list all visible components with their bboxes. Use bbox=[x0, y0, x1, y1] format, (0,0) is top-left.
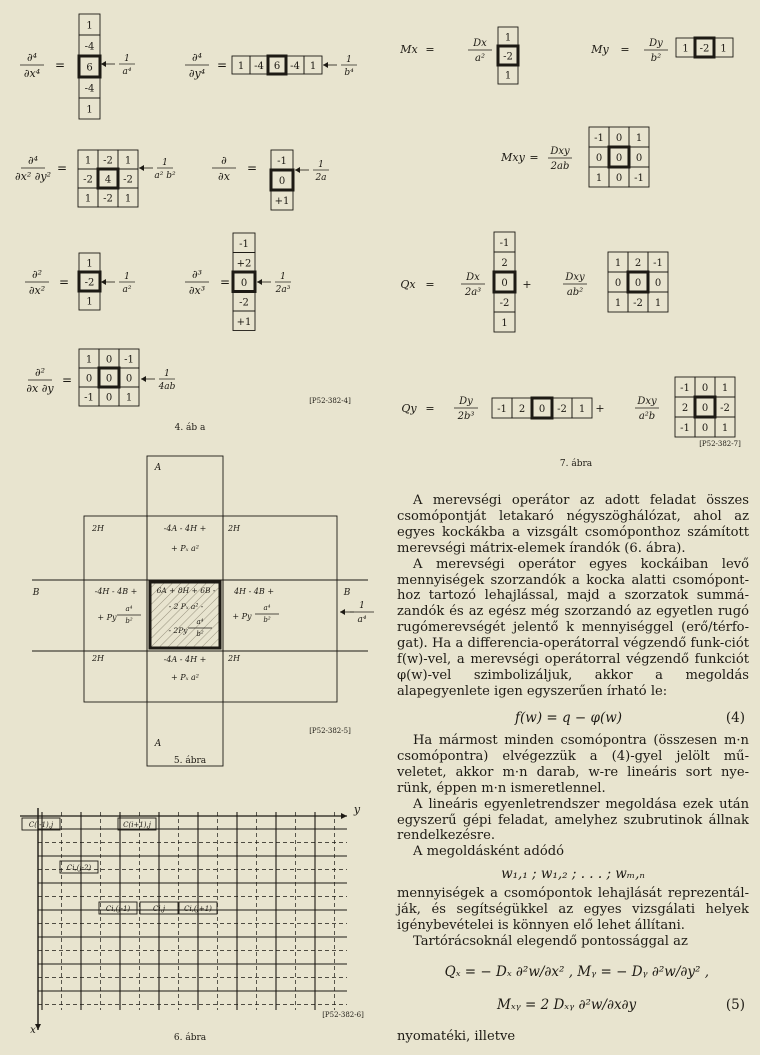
qx-col-operator-value: 1 bbox=[501, 318, 508, 329]
qy-label: Qy bbox=[401, 402, 417, 415]
op-d4dx4-fraction-denominator: ∂x⁴ bbox=[23, 67, 41, 80]
fig6-axis-x-label: x bbox=[30, 1025, 36, 1036]
fig5-right-frac-numerator: a⁴ bbox=[263, 604, 271, 612]
op-d4dx4-equals: = bbox=[54, 58, 66, 72]
qy-grid-operator-value: -1 bbox=[680, 383, 690, 394]
mxy-coef-numerator: Dxy bbox=[550, 146, 570, 157]
qx-grid-operator-value: 1 bbox=[614, 298, 622, 309]
op-mixed4-value: -2 bbox=[123, 174, 133, 186]
op-mixed4-value: -2 bbox=[103, 155, 113, 167]
op-mixed4-value: 1 bbox=[124, 193, 132, 205]
op-d1-equals: = bbox=[246, 161, 258, 175]
fig5-right-line2: + Py bbox=[232, 612, 252, 621]
op-d4dy4-value: -4 bbox=[254, 61, 264, 72]
equation-5a: Qₓ = − Dₓ ∂²w/∂x² , Mᵧ = − Dᵧ ∂²w/∂y² , bbox=[444, 964, 709, 980]
mxy-operator-value: 1 bbox=[595, 173, 603, 184]
op-d2-fraction-numerator: ∂² bbox=[31, 268, 43, 281]
op-d4dx4-factor-den: a⁴ bbox=[122, 67, 132, 77]
mx-coef-numerator: Dx bbox=[473, 38, 487, 49]
qx-grid-operator-value: 1 bbox=[614, 258, 622, 269]
op-d4dx4-factor-num: 1 bbox=[124, 54, 130, 64]
fig5-top-line2: + Pₓ a² bbox=[171, 544, 199, 553]
op-d4dy4-value: 1 bbox=[237, 61, 245, 72]
op-d4dy4-value: 1 bbox=[309, 61, 317, 72]
op-mixed4-fraction-numerator: ∂⁴ bbox=[27, 154, 39, 167]
fig5-bottom-line2: + Pₓ a² bbox=[171, 673, 199, 682]
op-d3-fraction-denominator: ∂x³ bbox=[188, 284, 206, 297]
op-d2-equals: = bbox=[58, 275, 70, 289]
op-dxdy-value: 0 bbox=[125, 373, 133, 385]
qx-coef2-denominator: ab² bbox=[566, 287, 584, 298]
fig5-top-line1: -4A - 4H + bbox=[163, 524, 207, 533]
fig5-2h-top-left: 2H bbox=[91, 524, 105, 533]
qy-plus: + bbox=[595, 402, 605, 415]
fig5-left-frac-denominator: b² bbox=[125, 617, 133, 625]
fig5-center-line2: - 2 Pₓ a² - bbox=[168, 602, 204, 611]
op-d4dy4-factor-arrowhead bbox=[323, 62, 328, 68]
body-text-column-4 bbox=[397, 1029, 749, 1045]
op-mixed4-value: 1 bbox=[84, 193, 92, 205]
op-d4dy4-factor-den: b⁴ bbox=[344, 68, 354, 78]
fig6-axis-x-arrowhead bbox=[35, 1024, 41, 1030]
body-text-column-3 bbox=[397, 886, 749, 950]
op-d3-factor-arrowhead bbox=[257, 279, 262, 285]
fig7-reference: [P52-382-7] bbox=[699, 440, 741, 448]
fig5-a-bottom: A bbox=[154, 739, 162, 749]
op-d3-value: 0 bbox=[240, 277, 248, 289]
qy-row-operator-value: -1 bbox=[497, 404, 507, 415]
mx-coef-denominator: a² bbox=[475, 53, 485, 64]
qy-equals: = bbox=[425, 402, 435, 415]
op-dxdy-factor-den: 4ab bbox=[158, 382, 176, 392]
op-d2-factor-den: a² bbox=[122, 285, 132, 295]
qy-grid-operator-value: 0 bbox=[701, 383, 709, 394]
qx-plus: + bbox=[522, 278, 532, 291]
fig5-factor-denominator: a⁴ bbox=[357, 615, 367, 625]
op-mixed4-value: 1 bbox=[124, 155, 132, 167]
op-d4dx4-factor-arrowhead bbox=[101, 61, 106, 67]
paragraph-1: A merevségi operátor az adott feladat összes csomópontját letakaró négyszöghálózat, ahol az egyes kockákba a vizsgált csomóponthoz számított merevségi mátrix-elemek írandók (6. ábra). bbox=[397, 493, 749, 556]
op-d3-value: -2 bbox=[239, 297, 249, 309]
qy-row-operator-value: 1 bbox=[578, 404, 586, 415]
op-d2-factor-arrowhead bbox=[101, 279, 106, 285]
body-text-column-2 bbox=[397, 733, 749, 860]
mxy-operator-value: 0 bbox=[615, 133, 623, 144]
fig5-center-frac-numerator: a⁴ bbox=[196, 618, 204, 626]
op-d4dx4-value: 1 bbox=[86, 20, 93, 32]
op-mixed4-value: -2 bbox=[83, 174, 93, 186]
mxy-label: Mxy bbox=[501, 151, 525, 164]
qx-grid-operator-value: -1 bbox=[653, 258, 663, 269]
op-mixed4-equals: = bbox=[56, 161, 68, 175]
op-dxdy-value: 0 bbox=[105, 373, 113, 385]
fig6-label-c-i-jp1: Ci,(j+1) bbox=[184, 905, 212, 913]
op-d4dy4-fraction-numerator: ∂⁴ bbox=[191, 51, 203, 64]
qx-grid-operator-value: 1 bbox=[654, 298, 662, 309]
qx-label: Qx bbox=[400, 278, 416, 291]
fig6-caption: 6. ábra bbox=[173, 1033, 207, 1043]
qx-coef2-numerator: Dxy bbox=[565, 272, 585, 283]
op-d3-value: -1 bbox=[239, 238, 249, 250]
mxy-coef-denominator: 2ab bbox=[550, 161, 570, 172]
qy-coef2-denominator: a²b bbox=[638, 411, 656, 422]
op-dxdy-value: 1 bbox=[125, 392, 133, 404]
op-mixed4-value: 4 bbox=[104, 174, 112, 186]
mxy-operator-value: -1 bbox=[594, 133, 604, 144]
qy-grid-operator-value: 0 bbox=[701, 403, 709, 414]
qy-grid-operator-value: 2 bbox=[681, 403, 689, 414]
fig5-caption: 5. ábra bbox=[173, 756, 207, 766]
qx-col-operator-value: -2 bbox=[499, 298, 510, 309]
op-d1-fraction-denominator: ∂x bbox=[218, 170, 230, 183]
qx-grid-operator-value: 0 bbox=[654, 278, 662, 289]
op-d2-value: 1 bbox=[86, 258, 93, 270]
op-mixed4-factor-num: 1 bbox=[162, 158, 168, 168]
qx-grid-operator-value: 0 bbox=[634, 278, 642, 289]
fig5-left-line1: -4H - 4B + bbox=[94, 587, 138, 596]
fig6-reference: [P52-382-6] bbox=[322, 1011, 364, 1019]
qy-row-operator-value: -2 bbox=[557, 404, 567, 415]
op-d1-fraction-numerator: ∂ bbox=[221, 154, 227, 167]
paragraph-5: A megoldásként adódó bbox=[413, 844, 565, 860]
qx-grid-operator-value: 0 bbox=[614, 278, 622, 289]
op-d4dy4-value: -4 bbox=[290, 61, 300, 72]
my-operator-value: -2 bbox=[699, 43, 710, 55]
op-d2-value: 1 bbox=[86, 296, 93, 308]
op-d4dx4-value: -4 bbox=[84, 83, 95, 95]
equation-4-body: f(w) = q − φ(w) bbox=[515, 710, 623, 726]
paragraph-2: A merevségi operátor egyes kockáiban levő mennyiségek szorzandók a kocka alatti csomópont-hoz tartozó lehajlással, majd a szorzatok summá-zandók és az egész még szorzandó az egyetlen rugó rugómerevségét jelentő k mennyiséggel (erő/térfo-gat). Ha a differencia-operátorral végzendő funk-ciót f(w)-vel, a merevségi operátorral végzendő funkciót φ(w)-vel szimbolizáljuk, akkor a megoldás alapegyenlete igen egyszerűen írható le: bbox=[397, 556, 749, 699]
op-dxdy-fraction-denominator: ∂x ∂y bbox=[26, 382, 54, 395]
qx-equals: = bbox=[425, 278, 435, 291]
qy-grid-operator-value: 0 bbox=[701, 423, 709, 434]
fig6-label-c-i-jm1: Ci,(j-1) bbox=[105, 905, 131, 913]
fig5-factor-arrowhead bbox=[340, 609, 345, 615]
op-mixed4-factor-arrowhead bbox=[139, 165, 144, 171]
mxy-operator-value: 1 bbox=[635, 133, 643, 144]
mxy-operator-value: 0 bbox=[615, 173, 623, 184]
fig6-axis-y-label: y bbox=[353, 803, 361, 816]
fig5-bottom-line1: -4A - 4H + bbox=[163, 655, 207, 664]
qy-grid-operator-value: -1 bbox=[680, 423, 690, 434]
fig5-factor-numerator: 1 bbox=[359, 601, 365, 611]
op-d4dx4-value: 6 bbox=[86, 62, 93, 74]
equation-5-number: (5) bbox=[725, 997, 745, 1013]
paragraph-8: nyomatéki, illetve bbox=[397, 1029, 516, 1044]
mxy-operator-value: 0 bbox=[595, 153, 603, 164]
op-dxdy-value: 0 bbox=[105, 392, 113, 404]
qy-grid-operator-value: 1 bbox=[721, 423, 729, 434]
qx-col-operator-value: 0 bbox=[501, 278, 508, 289]
mxy-operator-value: 0 bbox=[635, 153, 643, 164]
op-d4dx4-fraction-numerator: ∂⁴ bbox=[26, 51, 38, 64]
paragraph-4: A lineáris egyenletrendszer megoldása ezek után egyszerű gépi feladat, amelyhez szubrutinok állnak rendelkezésre. bbox=[397, 796, 749, 844]
fig5-a-top: A bbox=[154, 463, 162, 473]
fig5-2h-bottom-left: 2H bbox=[91, 654, 105, 663]
qx-col-operator-value: 2 bbox=[501, 258, 508, 269]
fig5-2h-top-right: 2H bbox=[227, 524, 241, 533]
op-d1-value: -1 bbox=[277, 156, 287, 167]
qy-coef1-numerator: Dy bbox=[459, 396, 473, 407]
op-dxdy-factor-arrowhead bbox=[141, 376, 146, 382]
qx-grid-operator-value: 2 bbox=[634, 258, 642, 269]
my-operator-value: 1 bbox=[720, 43, 727, 55]
equation-4-number: (4) bbox=[725, 710, 745, 726]
fig5-2h-bottom-right: 2H bbox=[227, 654, 241, 663]
op-d3-factor-den: 2a³ bbox=[275, 285, 291, 295]
op-dxdy-equals: = bbox=[61, 373, 73, 387]
fig7-caption: 7. ábra bbox=[559, 459, 593, 469]
fig5-center-line1: 6A + 8H + 6B - bbox=[156, 586, 216, 595]
qy-coef1-denominator: 2b³ bbox=[457, 411, 475, 422]
mx-operator-value: 1 bbox=[504, 32, 512, 44]
sequence-line: w₁,₁ ; w₁,₂ ; . . . ; wₘ,ₙ bbox=[501, 866, 645, 882]
fig6-label-c-im1-j: C(i-1),j bbox=[28, 821, 54, 829]
op-dxdy-value: -1 bbox=[124, 354, 134, 366]
fig5-reference: [P52-382-5] bbox=[309, 727, 351, 735]
op-dxdy-value: 1 bbox=[85, 354, 93, 366]
paragraph-3: Ha mármost minden csomópontra (összesen m·n csomópontra) elvégezzük a (4)-gyel jelölt mű-veletet, akkor m·n darab, w-re lineáris sort nye-rünk, éppen m·n ismeretlennel. bbox=[397, 733, 749, 796]
fig5-center-line3: - 2Py bbox=[168, 626, 188, 635]
mx-label: Mx bbox=[400, 43, 418, 56]
op-mixed4-factor-den: a² b² bbox=[154, 171, 176, 181]
mxy-equals: = bbox=[529, 151, 539, 164]
qx-grid-operator-value: -2 bbox=[633, 298, 643, 309]
fig5-center-frac-denominator: b² bbox=[196, 630, 204, 638]
my-label: My bbox=[591, 43, 609, 56]
mxy-operator-value: 0 bbox=[615, 153, 623, 164]
fig6-axis-y-arrowhead bbox=[341, 813, 347, 819]
qx-coef1-denominator: 2a³ bbox=[464, 287, 482, 298]
fig5-left-line2: + Py bbox=[97, 613, 117, 622]
my-coef-numerator: Dy bbox=[649, 38, 663, 49]
op-d4dy4-value: 6 bbox=[273, 61, 281, 72]
qy-grid-operator-value: 1 bbox=[721, 383, 729, 394]
op-d4dx4-value: 1 bbox=[86, 104, 93, 116]
op-d2-factor-num: 1 bbox=[124, 272, 130, 282]
my-equals: = bbox=[620, 43, 630, 56]
op-mixed4-value: -2 bbox=[103, 193, 113, 205]
fig5-right-line1: 4H - 4B + bbox=[233, 587, 275, 596]
paragraph-6: mennyiségek a csomópontok lehajlását reprezentál-ják, és segítségükkel az egyes vizsgálati helyek igénybevételei is könnyen elő lehet állítani. bbox=[397, 886, 749, 933]
op-d4dy4-factor-num: 1 bbox=[346, 55, 352, 65]
fig6-label-c-ip1-j: C(i+1),j bbox=[123, 821, 151, 829]
op-d4dx4-value: -4 bbox=[84, 41, 95, 53]
fig5-b-left: B bbox=[32, 588, 40, 598]
op-d3-equals: = bbox=[219, 275, 231, 289]
qy-grid-operator-value: -2 bbox=[720, 403, 730, 414]
fig6-label-c-i-j: Ci,j bbox=[153, 905, 165, 913]
op-d3-value: +1 bbox=[236, 316, 252, 328]
fig5-right-frac-denominator: b² bbox=[263, 616, 271, 624]
mx-operator-value: 1 bbox=[504, 70, 512, 82]
op-dxdy-value: -1 bbox=[84, 392, 94, 404]
op-d1-factor-num: 1 bbox=[318, 160, 324, 170]
op-d1-value: 0 bbox=[278, 176, 286, 187]
qx-coef1-numerator: Dx bbox=[466, 272, 480, 283]
op-d3-fraction-numerator: ∂³ bbox=[191, 268, 203, 281]
qy-row-operator-value: 0 bbox=[538, 404, 546, 415]
op-d3-factor-num: 1 bbox=[280, 272, 286, 282]
op-dxdy-fraction-numerator: ∂² bbox=[34, 366, 46, 379]
op-d2-value: -2 bbox=[84, 277, 95, 289]
op-mixed4-fraction-denominator: ∂x² ∂y² bbox=[14, 170, 52, 183]
op-dxdy-value: 0 bbox=[105, 354, 113, 366]
op-dxdy-factor-num: 1 bbox=[164, 369, 170, 379]
paragraph-7: Tartórácsoknál elegendő pontossággal az bbox=[413, 933, 688, 949]
op-mixed4-value: 1 bbox=[84, 155, 92, 167]
op-d2-fraction-denominator: ∂x² bbox=[28, 284, 46, 297]
my-coef-denominator: b² bbox=[650, 53, 662, 64]
mxy-operator-value: -1 bbox=[634, 173, 644, 184]
qx-col-operator-value: -1 bbox=[499, 238, 510, 249]
mx-operator-value: -2 bbox=[503, 51, 513, 63]
body-text-column bbox=[397, 493, 749, 700]
op-d3-value: +2 bbox=[236, 258, 252, 270]
fig5-left-frac-numerator: a⁴ bbox=[125, 605, 133, 613]
qy-row-operator-value: 2 bbox=[518, 404, 526, 415]
equation-5b-body: Mₓᵧ = 2 Dₓᵧ ∂²w/∂x∂y bbox=[497, 997, 637, 1013]
op-d4dy4-equals: = bbox=[216, 58, 228, 72]
op-d1-factor-den: 2a bbox=[315, 173, 327, 183]
fig6-label-c-i-jm2: Ci,(j-2) bbox=[66, 864, 92, 872]
fig4-reference: [P52-382-4] bbox=[309, 397, 351, 405]
op-dxdy-value: 0 bbox=[85, 373, 93, 385]
fig4-caption: 4. áb a bbox=[174, 423, 206, 433]
op-d4dy4-fraction-denominator: ∂y⁴ bbox=[188, 67, 206, 80]
op-d1-factor-arrowhead bbox=[295, 167, 300, 173]
op-d1-value: +1 bbox=[274, 196, 290, 207]
qy-coef2-numerator: Dxy bbox=[637, 396, 657, 407]
my-operator-value: 1 bbox=[682, 43, 689, 55]
mx-equals: = bbox=[425, 43, 435, 56]
fig5-b-right: B bbox=[343, 588, 351, 598]
